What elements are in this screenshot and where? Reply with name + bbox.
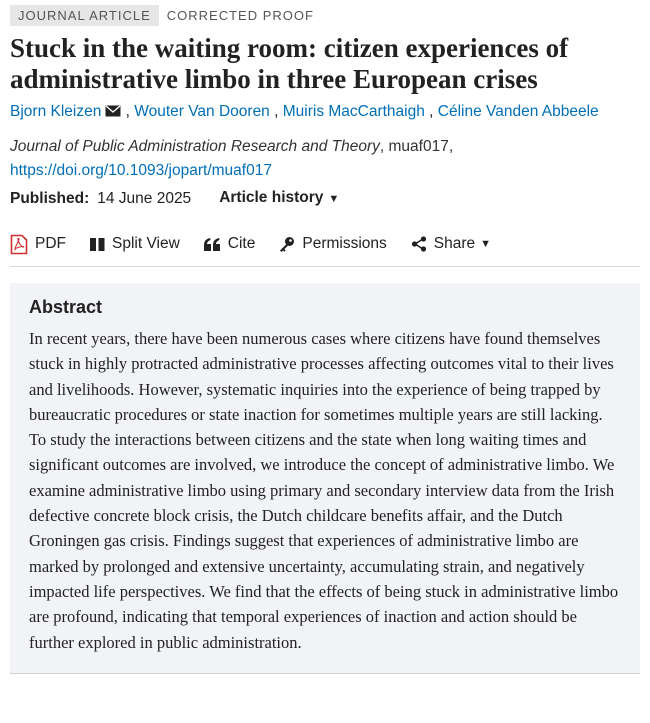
article-history-toggle[interactable] (219, 187, 339, 210)
citation (10, 135, 640, 183)
author-link[interactable]: Muiris MacCarthaigh (282, 103, 425, 120)
share-label: Share (433, 235, 476, 252)
caret-down-icon: ▼ (328, 193, 340, 205)
journal-name: Journal of Public Administration Research and Theory (10, 138, 380, 155)
key-icon (279, 236, 295, 253)
abstract-text: In recent years, there have been numerous cases where citizens have found themselves stuck in highly protracted administrative processes affecting outcomes vital to their lives and livelihoods. However, systematic inquiries into the experience of being trapped by bureaucratic procedures or state inaction for sometimes multiple years are still lacking. To study the interactions between citizens and the state when long waiting times and significant outcomes are involved, we introduce the concept of administrative limbo. We examine administrative limbo using primary and secondary interview data from the Irish defective concrete block crisis, the Dutch childcare benefits affair, and the Dutch Groningen gas crisis. Findings suggest that experiences of administrative limbo are marked by prolonged and extensive uncertainty, accumulating strain, and negatively impacted life perspectives. We find that the effects of being stuck in administrative limbo are profound, indicating that temporal experiences of inaction and action should be further explored in public administration. (29, 329, 619, 652)
author-list (10, 101, 640, 123)
quote-icon (204, 238, 221, 251)
article-type-badge: JOURNAL ARTICLE (10, 5, 159, 26)
cite-button[interactable] (204, 235, 256, 253)
article-labels (10, 4, 640, 26)
permissions-label: Permissions (302, 235, 387, 252)
published-date: 14 June 2025 (97, 189, 192, 207)
pdf-icon (10, 234, 28, 255)
article-history-label: Article history (219, 189, 324, 206)
author-link[interactable]: Wouter Van Dooren (134, 103, 270, 120)
abstract-heading: Abstract (29, 297, 103, 317)
split-view-button[interactable] (90, 235, 180, 253)
author-link[interactable]: Bjorn Kleizen (10, 103, 102, 120)
article-toolbar (10, 228, 640, 267)
citation-suffix: , muaf017, (379, 138, 454, 155)
published-label: Published: (10, 189, 90, 207)
share-icon (411, 236, 427, 252)
pdf-label: PDF (35, 235, 66, 252)
abstract-section (10, 283, 640, 674)
pdf-button[interactable] (10, 234, 66, 255)
article-title: Stuck in the waiting room: citizen experiences of administrative limbo in three European crises (10, 33, 569, 94)
author-separator: , (269, 103, 283, 120)
publication-info (10, 187, 640, 210)
split-view-label: Split View (112, 235, 180, 252)
status-label: CORRECTED PROOF (166, 7, 314, 23)
cite-label: Cite (227, 235, 256, 252)
mail-icon[interactable] (105, 105, 121, 117)
article-header (10, 0, 640, 674)
author-link[interactable]: Céline Vanden Abbeele (437, 103, 599, 120)
caret-down-icon: ▼ (480, 238, 492, 250)
doi-link[interactable]: https://doi.org/10.1093/jopart/muaf017 (10, 162, 272, 179)
author-separator: , (121, 103, 135, 120)
author-separator: , (424, 103, 438, 120)
split-view-icon (90, 237, 105, 252)
permissions-button[interactable] (279, 235, 386, 253)
share-button[interactable] (411, 235, 491, 253)
